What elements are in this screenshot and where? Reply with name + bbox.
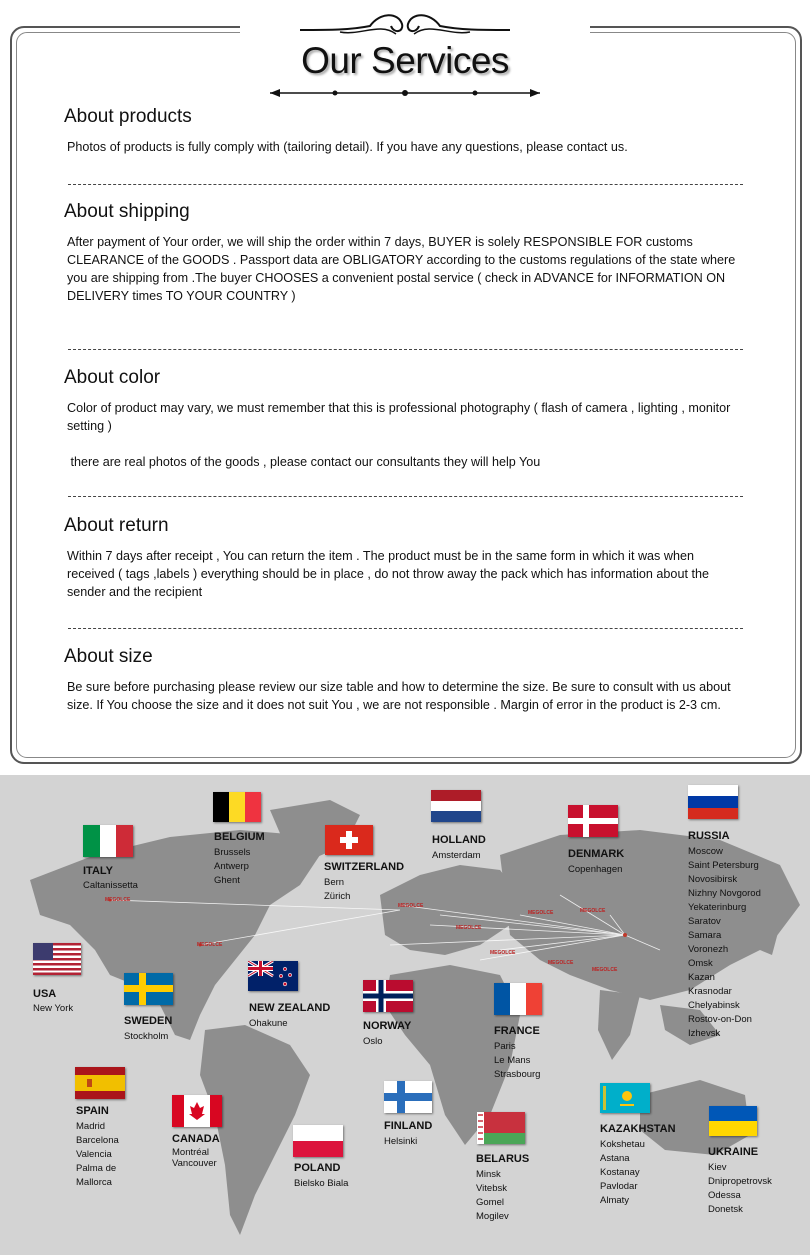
city-name: Caltanissetta <box>83 880 138 891</box>
city-list-sweden <box>124 1030 168 1044</box>
city-name: Odessa <box>708 1190 741 1201</box>
city-name: Oslo <box>363 1036 383 1047</box>
route-tag: MEGOLCE <box>197 942 223 948</box>
italy-flag-icon <box>83 825 133 857</box>
city-name: Stockholm <box>124 1031 169 1042</box>
city-name: Voronezh <box>688 944 729 955</box>
country-name-italy: ITALY <box>83 865 113 877</box>
ukraine-flag-icon <box>709 1106 757 1136</box>
city-list-canada <box>172 1147 217 1169</box>
city-name: Yekaterinburg <box>688 902 747 913</box>
city-name: Helsinki <box>384 1136 418 1147</box>
section-text-size <box>67 678 747 714</box>
city-name: Chelyabinsk <box>688 1000 740 1011</box>
city-list-ukraine <box>708 1161 772 1217</box>
route-tag: MEGOLCE <box>548 960 574 966</box>
route-tag: MEGOLCE <box>456 925 482 931</box>
city-name: Ohakune <box>249 1018 288 1029</box>
section-text-shipping <box>67 233 747 305</box>
city-name: Kostanay <box>600 1167 640 1178</box>
city-name: Novosibirsk <box>688 874 738 885</box>
country-name-belgium: BELGIUM <box>214 831 265 843</box>
city-name: Bielsko Biala <box>294 1178 349 1189</box>
dashed-divider <box>68 496 743 497</box>
country-name-holland: HOLLAND <box>432 834 486 846</box>
city-name: Copenhagen <box>568 864 623 875</box>
city-name: Izhevsk <box>688 1028 721 1039</box>
city-list-kazakhstan <box>600 1138 645 1208</box>
text-line: Color of product may vary, we must remember that this is professional photography ( flash of camera , lighting , monitor <box>67 401 731 415</box>
country-name-spain: SPAIN <box>76 1105 109 1117</box>
city-name: Amsterdam <box>432 850 481 861</box>
canada-flag-icon <box>172 1095 222 1127</box>
usa-flag-icon <box>33 943 81 975</box>
text-line: Photos of products is fully comply with (tailoring detail). If you have any questions, please contact us. <box>67 140 628 154</box>
city-name: Gomel <box>476 1197 504 1208</box>
dashed-divider <box>68 628 743 629</box>
section-heading-return: About return <box>64 515 169 536</box>
city-name: Vancouver <box>172 1158 217 1169</box>
city-name: Kiev <box>708 1162 727 1173</box>
country-name-kazakhstan: KAZAKHSTAN <box>600 1123 676 1135</box>
text-line: size. If You choose the size and it does not suit You , we are not responsible . Margin of error in the product is 2-3 cm. <box>67 698 721 712</box>
russia-flag-icon <box>688 785 738 819</box>
city-list-usa <box>33 1002 73 1016</box>
city-name: Samara <box>688 930 722 941</box>
city-name: Krasnodar <box>688 986 732 997</box>
city-name: Palma de <box>76 1163 117 1174</box>
text-line: received ( tags ,labels ) everything should be in place , do not throw away the pack which has information about the <box>67 567 709 581</box>
route-tag: MEGOLCE <box>580 908 606 914</box>
city-list-belarus <box>476 1168 509 1224</box>
new-zealand-flag-icon <box>248 961 298 991</box>
dashed-divider <box>68 349 743 350</box>
city-name: Montréal <box>172 1147 209 1158</box>
city-name: Omsk <box>688 958 713 969</box>
country-name-denmark: DENMARK <box>568 848 625 860</box>
text-line: setting ) <box>67 419 112 433</box>
city-name: Antwerp <box>214 861 249 872</box>
city-name: Brussels <box>214 847 251 858</box>
city-name: Zürich <box>324 891 351 902</box>
belgium-flag-icon <box>213 792 261 822</box>
city-list-spain <box>76 1120 119 1190</box>
city-name: Mallorca <box>76 1177 112 1188</box>
title-block <box>240 4 590 104</box>
city-name: Bern <box>324 877 345 888</box>
city-list-new-zealand <box>249 1017 288 1031</box>
section-text-return <box>67 547 747 601</box>
text-line: After payment of Your order, we will ship the order within 7 days, BUYER is solely RESPONSIBLE FOR customs <box>67 235 693 249</box>
country-name-norway: NORWAY <box>363 1020 412 1032</box>
city-name: Kokshetau <box>600 1139 645 1150</box>
text-line: there are real photos of the goods , please contact our consultants they will help You <box>67 455 541 469</box>
text-line: CLEARANCE of the GOODS . Passport data are OBLIGATORY according to the customs regulations of the state where <box>67 253 736 267</box>
text-line: Within 7 days after receipt , You can return the item . The product must be in the same form in which it was when <box>67 549 694 563</box>
route-tag: MEGOLCE <box>398 903 424 909</box>
city-list-finland <box>384 1135 417 1149</box>
city-name: Donetsk <box>708 1204 743 1215</box>
route-tag: MEGOLCE <box>105 897 131 903</box>
holland-flag-icon <box>431 790 481 822</box>
flourish-top-ornament <box>240 8 570 42</box>
france-flag-icon <box>494 983 542 1015</box>
city-name: Moscow <box>688 846 723 857</box>
city-name: Nizhny Novgorod <box>688 888 761 899</box>
city-name: Ghent <box>214 875 240 886</box>
city-name: Valencia <box>76 1149 112 1160</box>
city-name: Vitebsk <box>476 1183 507 1194</box>
city-name: Mogilev <box>476 1211 509 1222</box>
country-name-belarus: BELARUS <box>476 1153 530 1165</box>
spain-flag-icon <box>75 1067 125 1099</box>
city-name: Kazan <box>688 972 715 983</box>
country-name-france: FRANCE <box>494 1025 540 1037</box>
denmark-flag-icon <box>568 805 618 837</box>
city-name: Madrid <box>76 1121 106 1132</box>
text-line: DELIVERY times TO YOUR COUNTRY ) <box>67 289 296 303</box>
section-text-products <box>67 138 747 156</box>
city-name: Saint Petersburg <box>688 860 759 871</box>
finland-flag-icon <box>384 1081 432 1113</box>
country-name-usa: USA <box>33 988 57 1000</box>
city-list-poland <box>294 1177 348 1191</box>
city-list-russia <box>688 845 761 1041</box>
city-name: Astana <box>600 1153 630 1164</box>
dashed-divider <box>68 184 743 185</box>
city-name: Saratov <box>688 916 721 927</box>
city-list-belgium <box>214 846 250 888</box>
route-tag: MEGOLCE <box>528 910 554 916</box>
country-name-poland: POLAND <box>294 1162 341 1174</box>
section-heading-size: About size <box>64 646 153 667</box>
country-name-switzerland: SWITZERLAND <box>324 861 405 873</box>
sweden-flag-icon <box>124 973 173 1005</box>
city-list-france <box>494 1040 540 1082</box>
country-name-russia: RUSSIA <box>688 830 730 842</box>
country-name-sweden: SWEDEN <box>124 1015 173 1027</box>
kazakhstan-flag-icon <box>600 1083 650 1113</box>
text-line: sender and the recipient <box>67 585 203 599</box>
section-heading-shipping: About shipping <box>64 201 190 222</box>
world-delivery-map <box>0 775 810 1255</box>
city-name: Paris <box>494 1041 516 1052</box>
country-name-canada: CANADA <box>172 1133 220 1145</box>
divider-bottom-ornament <box>240 86 570 100</box>
city-list-holland <box>432 849 481 863</box>
city-list-denmark <box>568 863 622 877</box>
city-name: Minsk <box>476 1169 501 1180</box>
norway-flag-icon <box>363 980 413 1012</box>
city-name: Strasbourg <box>494 1069 541 1080</box>
country-name-new-zealand: NEW ZEALAND <box>249 1002 331 1014</box>
city-name: Dnipropetrovsk <box>708 1176 772 1187</box>
section-heading-products: About products <box>64 106 192 127</box>
city-list-switzerland <box>324 876 350 904</box>
city-list-italy <box>83 879 138 893</box>
section-text-color <box>67 399 747 471</box>
route-tag: MEGOLCE <box>592 967 618 973</box>
country-name-ukraine: UKRAINE <box>708 1146 759 1158</box>
route-tag: MEGOLCE <box>490 950 516 956</box>
switzerland-flag-icon <box>325 825 373 855</box>
text-line: Be sure before purchasing please review our size table and how to determine the size. Be sure to consult with us about <box>67 680 731 694</box>
text-line: you are shipping from .The buyer CHOOSES a convenient postal service ( check in ADVANCE for INFORMATION ON <box>67 271 726 285</box>
page-title: Our Services <box>301 40 509 81</box>
city-name: New York <box>33 1003 74 1014</box>
city-name: Barcelona <box>76 1135 119 1146</box>
city-name: Pavlodar <box>600 1181 638 1192</box>
belarus-flag-icon <box>477 1112 525 1144</box>
city-list-norway <box>363 1035 383 1049</box>
city-name: Le Mans <box>494 1055 531 1066</box>
poland-flag-icon <box>293 1125 343 1157</box>
city-name: Almaty <box>600 1195 630 1206</box>
section-heading-color: About color <box>64 367 161 388</box>
city-name: Rostov-on-Don <box>688 1014 752 1025</box>
country-name-finland: FINLAND <box>384 1120 433 1132</box>
